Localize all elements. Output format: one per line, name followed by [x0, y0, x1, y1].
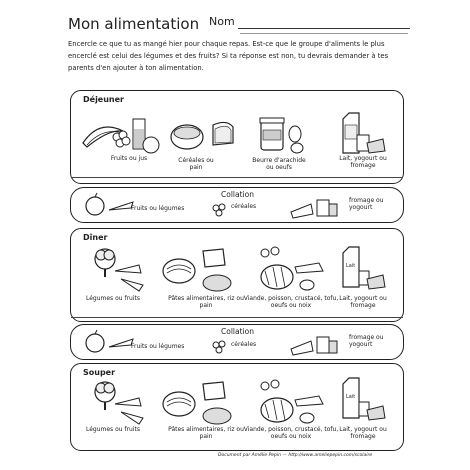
lunch-section	[70, 228, 404, 322]
item-dairy: Lait, yogourt ou fromage	[339, 426, 387, 440]
instructions: Encercle ce que tu as mangé hier pour chaque repas. Est-ce que le groupe d'aliments le plus encerclé est celui des légumes et des fruits? Si ta réponse est non, tu devrais demander à tes parents d'en ajouter à ton alimentation.	[68, 40, 389, 72]
meat-fish-eggs-icon[interactable]	[257, 245, 327, 295]
snack2-fruits-label: Fruits ou légumes	[131, 343, 185, 350]
fruits-juice-icon[interactable]	[79, 109, 159, 159]
snack2-section	[70, 324, 404, 360]
pasta-rice-bread-icon[interactable]	[157, 378, 247, 426]
item-pasta-rice-bread: Pâtes alimentaires, riz ou pain	[168, 295, 244, 309]
cheese-yogurt-icon[interactable]	[289, 192, 339, 218]
snack2-cereals-label: céréales	[231, 341, 257, 348]
cereal-flakes-icon[interactable]	[211, 339, 227, 355]
supper-section	[70, 363, 404, 451]
dairy-icon[interactable]	[339, 109, 389, 157]
cereal-bread-icon[interactable]	[171, 121, 251, 156]
dairy-icon[interactable]	[339, 374, 389, 426]
peanut-butter-eggs-icon[interactable]	[257, 116, 307, 156]
snack2-title: Collation	[221, 327, 254, 336]
snack2-dairy-label: fromage ou yogourt	[349, 334, 384, 348]
item-protein: Viande, poisson, crustacé, tofu, oeufs ou noix	[243, 295, 339, 309]
divider	[71, 177, 403, 178]
worksheet-page	[58, 10, 410, 462]
item-fruits-juice: Fruits ou jus	[110, 155, 148, 162]
milk-carton-label: Lait	[346, 394, 356, 400]
item-peanut-butter-eggs: Beurre d'arachide ou oeufs	[252, 157, 306, 171]
snack1-title: Collation	[221, 190, 254, 199]
snack1-dairy-label: fromage ou yogourt	[349, 197, 384, 211]
divider	[71, 317, 403, 318]
cheese-yogurt-icon[interactable]	[289, 329, 339, 355]
breakfast-section	[70, 90, 404, 184]
milk-carton-label: Lait	[346, 263, 356, 269]
meat-fish-eggs-icon[interactable]	[257, 378, 327, 426]
item-pasta-rice-bread: Pâtes alimentaires, riz ou pain	[168, 426, 244, 440]
vegetables-icon[interactable]	[91, 378, 151, 426]
item-vegetables-fruits: Légumes ou fruits	[85, 426, 141, 433]
lunch-title: Dîner	[83, 233, 108, 242]
item-cereal-bread: Céréales ou pain	[178, 157, 214, 171]
supper-title: Souper	[83, 368, 116, 377]
breakfast-title: Déjeuner	[83, 95, 124, 104]
apple-carrot-icon[interactable]	[85, 329, 135, 355]
item-protein: Viande, poisson, crustacé, tofu, oeufs ou noix	[243, 426, 339, 440]
vegetables-icon[interactable]	[91, 245, 151, 295]
item-dairy: Lait, yogourt ou fromage	[339, 155, 387, 169]
name-field[interactable]	[238, 28, 410, 29]
snack1-fruits-label: Fruits ou légumes	[131, 205, 185, 212]
dairy-icon[interactable]	[339, 243, 389, 295]
item-dairy: Lait, yogourt ou fromage	[339, 295, 387, 309]
pasta-rice-bread-icon[interactable]	[157, 245, 247, 295]
cereal-flakes-icon[interactable]	[211, 202, 227, 218]
snack1-cereals-label: céréales	[231, 203, 257, 210]
snack1-section	[70, 187, 404, 223]
name-label: Nom	[209, 15, 235, 28]
page-title: Mon alimentation	[68, 15, 200, 33]
apple-carrot-icon[interactable]	[85, 192, 135, 218]
footer-credit: Document par Amélie Pepin — http://www.ameliepepin.com/scolaire	[218, 453, 373, 458]
item-vegetables-fruits: Légumes ou fruits	[85, 295, 141, 302]
name-field-guide	[240, 33, 408, 34]
